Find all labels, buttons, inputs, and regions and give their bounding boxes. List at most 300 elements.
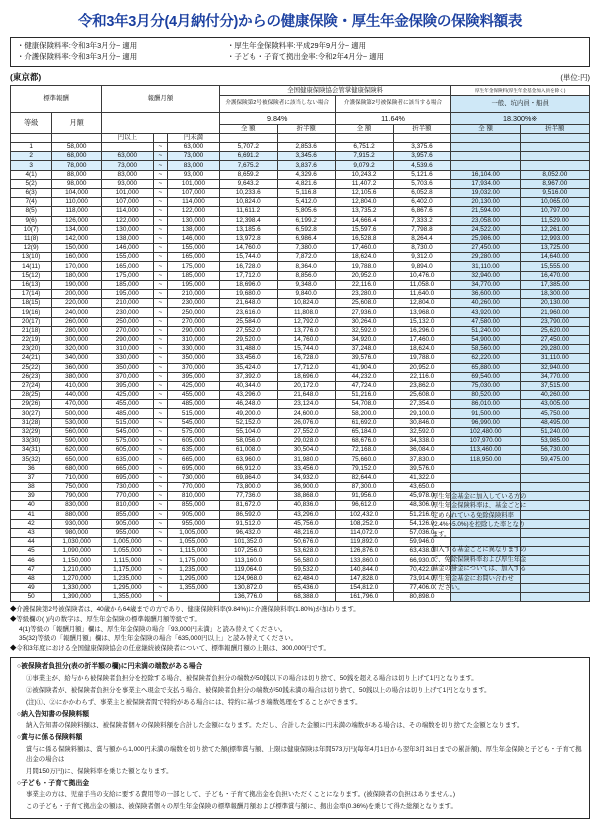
kosei-total-cell: 47,580.00	[451, 317, 520, 326]
header-blank-2	[277, 133, 335, 142]
standard-amount-cell: 170,000	[52, 262, 102, 271]
kaigo-yes-half-cell: 80,898.0	[393, 593, 451, 602]
range-from-cell: 101,000	[101, 188, 153, 197]
kaigo-yes-half-cell: 23,862.0	[393, 381, 451, 390]
grade-cell: 12(9)	[11, 244, 52, 253]
kaigo-no-total-cell: 31,488.0	[219, 345, 277, 354]
range-from-cell: 107,000	[101, 198, 153, 207]
kaigo-no-half-cell: 15,744.0	[277, 345, 335, 354]
kaigo-no-half-cell: 29,028.0	[277, 437, 335, 446]
kaigo-no-half-cell: 4,329.6	[277, 170, 335, 179]
standard-amount-cell: 110,000	[52, 198, 102, 207]
standard-amount-cell: 620,000	[52, 446, 102, 455]
range-tilde-cell: ~	[153, 179, 167, 188]
rate-kaigo-no: 9.84%	[219, 112, 335, 124]
range-tilde-cell: ~	[153, 253, 167, 262]
kaigo-yes-total-cell: 41,904.0	[335, 363, 393, 372]
range-to-cell: 130,000	[168, 216, 220, 225]
kosei-half-cell: 23,790.00	[520, 317, 589, 326]
kaigo-yes-total-cell: 44,232.0	[335, 372, 393, 381]
range-to-cell: 770,000	[168, 482, 220, 491]
kosei-half-cell	[520, 464, 589, 473]
kaigo-no-total-cell: 86,592.0	[219, 510, 277, 519]
table-row	[11, 207, 590, 216]
kosei-total-cell	[451, 593, 520, 602]
kosei-half-cell: 32,940.00	[520, 363, 589, 372]
unit-label: (単位:円)	[560, 73, 590, 83]
kaigo-yes-total-cell: 23,280.0	[335, 290, 393, 299]
range-from-cell: 955,000	[101, 528, 153, 537]
kaigo-yes-total-cell: 27,936.0	[335, 308, 393, 317]
kaigo-no-total-cell: 119,064.0	[219, 565, 277, 574]
range-to-cell: 165,000	[168, 253, 220, 262]
range-tilde-cell: ~	[153, 501, 167, 510]
kaigo-no-total-cell: 17,712.0	[219, 271, 277, 280]
range-to-cell: 955,000	[168, 519, 220, 528]
kosei-half-cell: 48,495.00	[520, 418, 589, 427]
kaigo-yes-half-cell: 45,978.0	[393, 492, 451, 501]
kosei-half-cell: 16,470.00	[520, 271, 589, 280]
kaigo-yes-half-cell: 25,608.0	[393, 391, 451, 400]
kaigo-no-total-cell: 9,643.2	[219, 179, 277, 188]
range-from-cell	[101, 143, 153, 152]
range-tilde-cell: ~	[153, 299, 167, 308]
kaigo-yes-half-cell: 13,968.0	[393, 308, 451, 317]
kaigo-no-half-cell: 30,504.0	[277, 446, 335, 455]
kosei-total-cell: 29,280.00	[451, 253, 520, 262]
kosei-total-cell	[451, 161, 520, 170]
range-tilde-cell: ~	[153, 510, 167, 519]
kaigo-yes-total-cell: 12,105.6	[335, 188, 393, 197]
kaigo-no-half-cell: 24,600.0	[277, 409, 335, 418]
range-tilde-cell: ~	[153, 372, 167, 381]
kaigo-no-half-cell: 45,756.0	[277, 519, 335, 528]
grade-cell: 37	[11, 473, 52, 482]
table-row	[11, 363, 590, 372]
range-tilde-cell: ~	[153, 400, 167, 409]
range-tilde-cell: ~	[153, 143, 167, 152]
kaigo-yes-total-cell: 87,300.0	[335, 482, 393, 491]
kaigo-yes-half-cell: 29,100.0	[393, 409, 451, 418]
range-from-cell: 138,000	[101, 234, 153, 243]
kaigo-no-total-cell: 46,248.0	[219, 400, 277, 409]
range-tilde-cell: ~	[153, 565, 167, 574]
grade-cell: 48	[11, 574, 52, 583]
kosei-total-cell: 86,010.00	[451, 400, 520, 409]
grade-cell: 29(26)	[11, 400, 52, 409]
standard-amount-cell: 118,000	[52, 207, 102, 216]
kaigo-yes-total-cell: 34,920.0	[335, 335, 393, 344]
range-tilde-cell: ~	[153, 464, 167, 473]
range-to-cell: 635,000	[168, 446, 220, 455]
range-to-cell: 395,000	[168, 372, 220, 381]
range-from-cell: 770,000	[101, 492, 153, 501]
table-row	[11, 335, 590, 344]
range-from-cell: 1,175,000	[101, 565, 153, 574]
standard-amount-cell: 190,000	[52, 280, 102, 289]
section-0-line-2: (注)①、②にかかわらず、事業主と被保険者間で特約がある場合には、特約に基づき端数処理をすることができます。	[26, 698, 362, 706]
kaigo-yes-half-cell: 22,116.0	[393, 372, 451, 381]
kaigo-yes-total-cell: 72,168.0	[335, 446, 393, 455]
kaigo-yes-total-cell: 39,576.0	[335, 354, 393, 363]
table-row	[11, 179, 590, 188]
kaigo-yes-half-cell: 77,406.0	[393, 584, 451, 593]
header-ippan: 一般、坑内員・船員	[451, 95, 590, 112]
kaigo-no-half-cell: 7,872.0	[277, 253, 335, 262]
table-row	[11, 152, 590, 161]
grade-cell: 27(24)	[11, 381, 52, 390]
side-note-line-10: ください。	[432, 583, 464, 591]
range-tilde-cell: ~	[153, 427, 167, 436]
kaigo-no-total-cell: 13,972.8	[219, 234, 277, 243]
grade-cell: 21(18)	[11, 326, 52, 335]
range-tilde-cell: ~	[153, 244, 167, 253]
grade-cell: 41	[11, 510, 52, 519]
kosei-total-cell: 24,522.00	[451, 225, 520, 234]
range-from-cell: 185,000	[101, 280, 153, 289]
kosei-total-cell: 27,450.00	[451, 244, 520, 253]
range-to-cell: 122,000	[168, 207, 220, 216]
kaigo-no-half-cell: 53,628.0	[277, 547, 335, 556]
table-row	[11, 290, 590, 299]
table-row	[11, 170, 590, 179]
range-to-cell: 330,000	[168, 345, 220, 354]
kaigo-yes-total-cell: 161,796.0	[335, 593, 393, 602]
grade-cell: 46	[11, 556, 52, 565]
kosei-half-cell: 12,261.00	[520, 225, 589, 234]
kaigo-no-half-cell: 9,840.0	[277, 290, 335, 299]
kosei-half-cell: 43,005.00	[520, 400, 589, 409]
kaigo-yes-half-cell: 73,914.0	[393, 574, 451, 583]
header-tilde	[153, 133, 167, 142]
grade-cell: 15(12)	[11, 271, 52, 280]
kosei-half-cell	[520, 482, 589, 491]
standard-amount-cell: 440,000	[52, 391, 102, 400]
header-kaigo-yes: 介護保険第2号被保険者に該当する場合	[335, 95, 451, 112]
kaigo-no-half-cell: 68,388.0	[277, 593, 335, 602]
standard-amount-cell: 1,150,000	[52, 556, 102, 565]
kosei-half-cell	[520, 473, 589, 482]
range-from-cell: 165,000	[101, 262, 153, 271]
standard-amount-cell: 220,000	[52, 299, 102, 308]
range-from-cell: 210,000	[101, 299, 153, 308]
kaigo-yes-total-cell: 9,079.2	[335, 161, 393, 170]
kosei-total-cell	[451, 473, 520, 482]
kosei-total-cell: 54,900.00	[451, 335, 520, 344]
kaigo-no-half-cell: 3,837.6	[277, 161, 335, 170]
kaigo-no-half-cell: 62,484.0	[277, 574, 335, 583]
kaigo-no-half-cell: 20,172.0	[277, 381, 335, 390]
grade-cell: 22(19)	[11, 335, 52, 344]
kaigo-yes-total-cell: 79,152.0	[335, 464, 393, 473]
kaigo-yes-half-cell: 5,121.6	[393, 170, 451, 179]
kaigo-yes-half-cell: 16,296.0	[393, 326, 451, 335]
header-kyokai: 全国健康保険協会管掌健康保険料	[219, 86, 451, 95]
standard-amount-cell: 300,000	[52, 335, 102, 344]
range-from-cell: 63,000	[101, 152, 153, 161]
range-tilde-cell: ~	[153, 335, 167, 344]
kaigo-yes-half-cell: 7,333.2	[393, 216, 451, 225]
range-to-cell: 270,000	[168, 317, 220, 326]
kaigo-no-half-cell: 3,345.6	[277, 152, 335, 161]
footnote-2: 4(1)等級の「報酬月額」欄は、厚生年金保険の場合「93,000円未満」と読み替えてください。	[19, 625, 287, 633]
note-pension-rate: ・厚生年金保険料率:平成29年9月分~ 適用	[227, 41, 367, 50]
kaigo-yes-total-cell: 12,804.0	[335, 198, 393, 207]
kaigo-no-total-cell: 27,552.0	[219, 326, 277, 335]
kaigo-yes-half-cell: 48,306.0	[393, 501, 451, 510]
grade-cell: 9(6)	[11, 216, 52, 225]
kosei-total-cell: 62,220.00	[451, 354, 520, 363]
range-to-cell: 210,000	[168, 290, 220, 299]
table-row	[11, 280, 590, 289]
kaigo-no-total-cell: 43,296.0	[219, 391, 277, 400]
kosei-half-cell: 8,052.00	[520, 170, 589, 179]
kosei-half-cell: 29,280.00	[520, 345, 589, 354]
grade-cell: 17(14)	[11, 290, 52, 299]
grade-cell: 33(30)	[11, 437, 52, 446]
table-row	[11, 225, 590, 234]
kaigo-no-total-cell: 107,256.0	[219, 547, 277, 556]
header-setsugaku-1: 折半額	[277, 124, 335, 133]
standard-amount-cell: 1,330,000	[52, 584, 102, 593]
standard-amount-cell: 1,030,000	[52, 538, 102, 547]
section-0-heading: ○被保険者負担分(表の折半額の欄)に円未満の端数がある場合	[17, 663, 203, 671]
range-to-cell: 155,000	[168, 244, 220, 253]
kaigo-yes-half-cell: 11,058.0	[393, 280, 451, 289]
side-note-line-8: 基金の掛金については、加入する	[432, 565, 527, 573]
standard-amount-cell: 650,000	[52, 455, 102, 464]
range-from-cell: 270,000	[101, 326, 153, 335]
kaigo-yes-total-cell: 147,828.0	[335, 574, 393, 583]
kaigo-no-half-cell: 38,868.0	[277, 492, 335, 501]
note-care-rate: ・介護保険料率:令和3年3月分~ 適用	[17, 51, 138, 61]
kosei-half-cell: 25,620.00	[520, 326, 589, 335]
kaigo-yes-half-cell: 59,946.0	[393, 538, 451, 547]
kaigo-yes-total-cell: 61,692.0	[335, 418, 393, 427]
range-to-cell: 146,000	[168, 234, 220, 243]
kaigo-no-half-cell: 21,648.0	[277, 391, 335, 400]
range-from-cell: 455,000	[101, 400, 153, 409]
range-tilde-cell: ~	[153, 446, 167, 455]
kaigo-no-half-cell: 5,412.0	[277, 198, 335, 207]
kaigo-yes-half-cell: 36,084.0	[393, 446, 451, 455]
grade-cell: 30(27)	[11, 409, 52, 418]
range-from-cell: 605,000	[101, 446, 153, 455]
kaigo-yes-total-cell: 133,860.0	[335, 556, 393, 565]
range-tilde-cell: ~	[153, 547, 167, 556]
top-notes	[10, 37, 590, 67]
standard-amount-cell: 360,000	[52, 363, 102, 372]
grade-cell: 3	[11, 161, 52, 170]
range-tilde-cell: ~	[153, 538, 167, 547]
kaigo-no-half-cell: 48,216.0	[277, 528, 335, 537]
standard-amount-cell: 320,000	[52, 345, 102, 354]
range-to-cell: 63,000	[168, 143, 220, 152]
range-to-cell: 905,000	[168, 510, 220, 519]
kaigo-no-half-cell: 16,728.0	[277, 354, 335, 363]
range-tilde-cell: ~	[153, 437, 167, 446]
table-row	[11, 198, 590, 207]
kaigo-no-half-cell: 56,580.0	[277, 556, 335, 565]
grade-cell: 47	[11, 565, 52, 574]
kaigo-yes-half-cell: 6,402.0	[393, 198, 451, 207]
note-childcare-rate: ・子ども・子育て拠出金率:令和2年4月分~ 適用	[227, 51, 385, 61]
kaigo-yes-total-cell: 102,432.0	[335, 510, 393, 519]
kaigo-yes-half-cell: 57,036.0	[393, 528, 451, 537]
kaigo-yes-total-cell: 37,248.0	[335, 345, 393, 354]
kaigo-no-total-cell: 21,648.0	[219, 299, 277, 308]
header-blank-1	[219, 133, 277, 142]
kaigo-yes-half-cell: 15,132.0	[393, 317, 451, 326]
table-row	[11, 317, 590, 326]
kaigo-yes-total-cell: 51,216.0	[335, 391, 393, 400]
range-from-cell: 395,000	[101, 381, 153, 390]
kaigo-yes-half-cell: 4,539.6	[393, 161, 451, 170]
explanatory-sections	[10, 657, 590, 818]
kaigo-yes-half-cell: 6,867.6	[393, 207, 451, 216]
range-from-cell: 250,000	[101, 317, 153, 326]
range-to-cell: 855,000	[168, 501, 220, 510]
standard-amount-cell: 590,000	[52, 437, 102, 446]
kaigo-yes-total-cell: 82,644.0	[335, 473, 393, 482]
kaigo-no-half-cell: 5,116.8	[277, 188, 335, 197]
kaigo-yes-total-cell: 10,243.2	[335, 170, 393, 179]
kaigo-no-total-cell: 35,424.0	[219, 363, 277, 372]
grade-cell: 38	[11, 482, 52, 491]
kaigo-yes-total-cell: 16,528.8	[335, 234, 393, 243]
kaigo-no-total-cell: 14,760.0	[219, 244, 277, 253]
kaigo-yes-half-cell: 10,476.0	[393, 271, 451, 280]
table-row	[11, 409, 590, 418]
kaigo-yes-half-cell: 30,846.0	[393, 418, 451, 427]
kosei-total-cell: 65,880.00	[451, 363, 520, 372]
kosei-half-cell: 14,640.00	[520, 253, 589, 262]
range-to-cell: 1,235,000	[168, 565, 220, 574]
kosei-total-cell: 17,934.00	[451, 179, 520, 188]
kaigo-yes-total-cell: 65,184.0	[335, 427, 393, 436]
section-3-heading: ○子ども・子育て拠出金	[17, 779, 90, 787]
kaigo-yes-total-cell: 47,724.0	[335, 381, 393, 390]
header-blank-amount	[52, 133, 102, 142]
standard-amount-cell: 280,000	[52, 326, 102, 335]
kaigo-yes-total-cell: 25,608.0	[335, 299, 393, 308]
kaigo-no-half-cell: 33,456.0	[277, 464, 335, 473]
range-to-cell: 114,000	[168, 198, 220, 207]
kaigo-yes-half-cell: 8,730.0	[393, 244, 451, 253]
kosei-half-cell	[520, 593, 589, 602]
grade-cell: 34(31)	[11, 446, 52, 455]
kosei-half-cell	[520, 161, 589, 170]
range-to-cell	[168, 593, 220, 602]
range-from-cell: 515,000	[101, 418, 153, 427]
kaigo-yes-total-cell: 17,460.0	[335, 244, 393, 253]
range-tilde-cell: ~	[153, 308, 167, 317]
kaigo-no-half-cell: 65,436.0	[277, 584, 335, 593]
section-1-line-0: 納入告知書の保険料額は、被保険者個々の保険料額を合計した金額になります。ただし、合計した金額に円未満の端数がある場合は、その端数を切り捨てた金額となります。	[26, 722, 524, 730]
range-to-cell: 485,000	[168, 400, 220, 409]
kaigo-no-total-cell: 81,672.0	[219, 501, 277, 510]
range-to-cell: 1,055,000	[168, 538, 220, 547]
kosei-half-cell	[520, 152, 589, 161]
range-to-cell: 350,000	[168, 354, 220, 363]
kaigo-no-total-cell: 23,616.0	[219, 308, 277, 317]
kosei-total-cell: 25,986.00	[451, 234, 520, 243]
kosei-total-cell	[451, 152, 520, 161]
range-from-cell: 155,000	[101, 253, 153, 262]
kosei-half-cell: 10,797.00	[520, 207, 589, 216]
kosei-total-cell: 113,460.00	[451, 446, 520, 455]
kosei-total-cell: 58,560.00	[451, 345, 520, 354]
range-from-cell: 575,000	[101, 437, 153, 446]
kaigo-no-total-cell: 52,152.0	[219, 418, 277, 427]
range-tilde-cell: ~	[153, 161, 167, 170]
range-to-cell: 515,000	[168, 409, 220, 418]
kaigo-yes-total-cell: 20,952.0	[335, 271, 393, 280]
kosei-total-cell: 36,600.00	[451, 290, 520, 299]
kaigo-yes-half-cell: 43,650.0	[393, 482, 451, 491]
standard-amount-cell: 260,000	[52, 317, 102, 326]
range-tilde-cell: ~	[153, 207, 167, 216]
kaigo-no-half-cell: 2,853.6	[277, 143, 335, 152]
kosei-total-cell: 34,770.00	[451, 280, 520, 289]
standard-amount-cell: 930,000	[52, 519, 102, 528]
range-from-cell: 635,000	[101, 455, 153, 464]
grade-cell: 28(25)	[11, 391, 52, 400]
range-to-cell: 73,000	[168, 152, 220, 161]
range-to-cell: 425,000	[168, 381, 220, 390]
range-tilde-cell: ~	[153, 280, 167, 289]
kaigo-yes-half-cell: 27,354.0	[393, 400, 451, 409]
header-zengaku-1: 全 額	[219, 124, 277, 133]
kosei-half-cell: 59,475.00	[520, 455, 589, 464]
standard-amount-cell: 880,000	[52, 510, 102, 519]
section-0-line-1: ②被保険者が、被保険者負担分を事業主へ現金で支払う場合、被保険者負担分の端数が50銭未満の場合は切り捨て、50銭以上の場合は切り上げて1円となります。	[26, 686, 491, 694]
grade-cell: 8(5)	[11, 207, 52, 216]
kaigo-yes-total-cell: 18,624.0	[335, 253, 393, 262]
table-row	[11, 464, 590, 473]
side-note-line-3: (2.4%~5.0%)を控除した率となり	[432, 521, 526, 529]
table-row	[11, 473, 590, 482]
grade-cell: 36	[11, 464, 52, 473]
range-from-cell: 730,000	[101, 482, 153, 491]
kaigo-yes-half-cell: 19,788.0	[393, 354, 451, 363]
range-from-cell: 1,355,000	[101, 593, 153, 602]
range-to-cell: 1,005,000	[168, 528, 220, 537]
section-0-line-0: ①事業主が、給与から被保険者負担分を控除する場合、被保険者負担分の端数が50銭以下の場合は切り捨て、50銭を超える場合は切り上げて1円となります。	[26, 674, 478, 682]
kaigo-no-total-cell: 16,728.0	[219, 262, 277, 271]
footnote-4: ◆令和3年度における全国健康保険協会の任意継続被保険者について、標準報酬月額の上限は、300,000円です。	[10, 644, 330, 652]
standard-amount-cell: 750,000	[52, 482, 102, 491]
kaigo-yes-total-cell: 19,788.0	[335, 262, 393, 271]
grade-cell: 13(10)	[11, 253, 52, 262]
range-to-cell: 185,000	[168, 271, 220, 280]
range-from-cell: 195,000	[101, 290, 153, 299]
kaigo-no-total-cell: 10,233.6	[219, 188, 277, 197]
standard-amount-cell: 380,000	[52, 372, 102, 381]
range-to-cell: 1,355,000	[168, 584, 220, 593]
range-from-cell: 1,005,000	[101, 538, 153, 547]
kosei-half-cell: 27,450.00	[520, 335, 589, 344]
table-row	[11, 244, 590, 253]
standard-amount-cell: 134,000	[52, 225, 102, 234]
range-tilde-cell: ~	[153, 326, 167, 335]
kaigo-no-total-cell: 63,960.0	[219, 455, 277, 464]
range-tilde-cell: ~	[153, 363, 167, 372]
kaigo-no-half-cell: 8,856.0	[277, 271, 335, 280]
grade-cell: 5(2)	[11, 179, 52, 188]
kaigo-no-half-cell: 50,676.0	[277, 538, 335, 547]
note-health-rate: ・健康保険料率:令和3年3月分~ 適用	[17, 41, 138, 50]
